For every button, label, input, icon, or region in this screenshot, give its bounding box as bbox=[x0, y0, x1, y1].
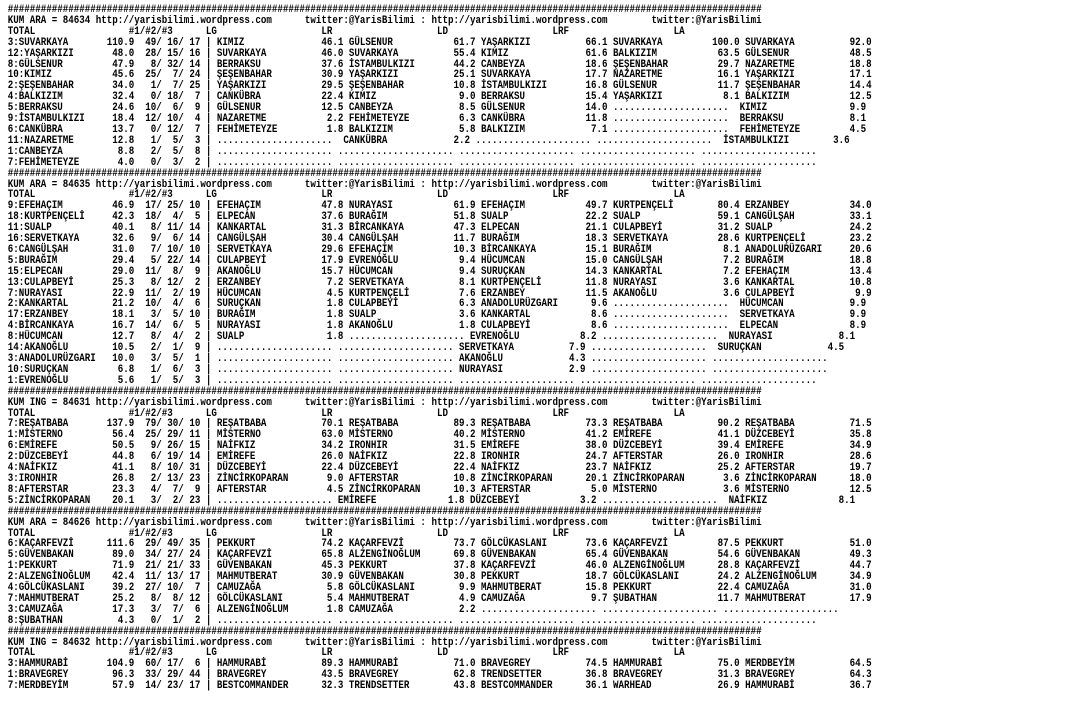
result-row: 6:CANKÜBRA 13.7 0/ 12/ 7 | FEHİMETEYZE 1.8 BALKIZIM 5.8 BALKIZIM 7.1 ..................... FEHİMETEYZE 4.5 bbox=[7, 123, 867, 136]
result-row: 7:REŞATBABA 137.9 79/ 30/ 10 | REŞATBABA 70.1 REŞATBABA 89.3 REŞATBABA 73.3 REŞATBABA 90.2 REŞATBABA 71.5 bbox=[7, 418, 872, 431]
result-row: 3:CAMUZAĞA 17.3 3/ 7/ 6 | ALZENGİNOĞLUM 1.8 CAMUZAĞA 2.2 ..................... ..................... ..................... bbox=[7, 603, 839, 616]
result-row: 4:BALKIZIM 32.4 0/ 18/ 7 | CANKÜBRA 22.4 KIMIZ 9.0 BERRAKSU 15.4 YAŞARKIZI 8.1 BALKIZIM 12.5 bbox=[7, 91, 872, 104]
result-row: 1:CANBEYZA 8.8 2/ 5/ 8 | ..................... ..................... ..................... ..................... ..................... bbox=[7, 145, 817, 158]
result-row: 2:ALZENGİNOĞLUM 42.4 11/ 13/ 17 | MAHMUTBERAT 30.9 GÜVENBAKAN 30.8 PEKKURT 18.7 GÖLCÜKASLANI 24.2 ALZENGİNOĞLUM 34.9 bbox=[7, 571, 872, 584]
result-row: 16:SERVETKAYA 32.6 9/ 6/ 14 | CANGÜLŞAH 30.4 CANGÜLŞAH 11.7 BURAĞIM 18.3 SERVETKAYA 28.6 KURTPENÇELİ 23.2 bbox=[7, 233, 872, 246]
result-row: 2:ŞEŞENBAHAR 34.0 1/ 7/ 25 | YAŞARKIZI 29.5 ŞEŞENBAHAR 10.8 İSTAMBULKIZI 16.8 GÜLSENUR 11.7 ŞEŞENBAHAR 14.4 bbox=[7, 80, 872, 93]
result-row: 3:SUVARKAYA 110.9 49/ 16/ 17 | KIMIZ 46.1 GÜLSENUR 61.7 YAŞARKIZI 66.1 SUVARKAYA 100.0 SUVARKAYA 92.0 bbox=[7, 36, 872, 49]
result-row: 10:KIMIZ 45.6 25/ 7/ 24 | ŞEŞENBAHAR 30.9 YAŞARKIZI 25.1 SUVARKAYA 17.7 NAZARETME 16.1 YAŞARKIZI 17.1 bbox=[7, 69, 872, 82]
result-row: 6:CANGÜLŞAH 31.0 7/ 10/ 10 | SERVETKAYA 29.6 EFEHAÇIM 10.3 BİRCANKAYA 15.1 BURAĞIM 8.1 ANADOLURÜZGARI 20.6 bbox=[7, 243, 872, 256]
result-row: 6:KAÇARFEVZİ 111.6 29/ 49/ 35 | PEKKURT 74.2 KAÇARFEVZİ 73.7 GÖLCÜKASLANI 73.6 KAÇARFEVZİ 87.5 PEKKURT 51.0 bbox=[7, 538, 872, 551]
result-row: 8:ŞUBATHAN 4.3 0/ 1/ 2 | ..................... ..................... ..................... ..................... ..................... bbox=[7, 614, 817, 627]
result-row: 10:SURUÇKAN 6.8 1/ 6/ 3 | ..................... ..................... NURAYASI 2.9 ..................... ..................... bbox=[7, 363, 828, 376]
column-header: TOTAL #1/#2/#3 LG LR LD LRF LA bbox=[7, 647, 685, 660]
result-row: 7:NURAYASI 22.9 11/ 2/ 19 | HÜCUMCAN 4.5 KURTPENÇELİ 7.6 ERZANBEY 11.5 AKANOĞLU 3.6 CULAPBEYİ 9.9 bbox=[7, 287, 872, 300]
race-header: KUM ARA = 84634 http://yarisbilimi.wordpress.com twitter:@YarisBilimi : http://yarisbilimi.wordpress.com twitter:@YarisBilimi bbox=[7, 14, 762, 27]
column-header: TOTAL #1/#2/#3 LG LR LD LRF LA bbox=[7, 189, 685, 202]
result-row: 4:GÖLCÜKASLANI 39.2 27/ 10/ 7 | CAMUZAĞA 5.8 GÖLCÜKASLANI 9.9 MAHMUTBERAT 15.8 PEKKURT 22.4 CAMUZAĞA 31.0 bbox=[7, 582, 872, 595]
result-row: 1:EVRENOĞLU 5.6 1/ 5/ 3 | ..................... ..................... ..................... ..................... ..................... bbox=[7, 374, 817, 387]
race-header: KUM ARA = 84626 http://yarisbilimi.wordpress.com twitter:@YarisBilimi : http://yarisbilimi.wordpress.com twitter:@YarisBilimi bbox=[7, 516, 762, 529]
result-row: 12:YAŞARKIZI 48.0 28/ 15/ 16 | SUVARKAYA 46.0 SUVARKAYA 55.4 KIMIZ 61.6 BALKIZIM 63.5 GÜLSENUR 48.5 bbox=[7, 47, 872, 60]
result-row: 1:BRAVEGREY 96.3 33/ 29/ 44 | BRAVEGREY 43.5 BRAVEGREY 62.8 TRENDSETTER 36.8 BRAVEGREY 31.3 BRAVEGREY 64.3 bbox=[7, 669, 872, 682]
result-row: 7:MERDBEYİM 57.9 14/ 23/ 17 | BESTCOMMANDER 32.3 TRENDSETTER 43.8 BESTCOMMANDER 36.1 WARHEAD 26.9 HAMMURABİ 36.7 bbox=[7, 680, 872, 693]
result-row: 9:İSTAMBULKIZI 18.4 12/ 10/ 4 | NAZARETME 2.2 FEHİMETEYZE 6.3 CANKÜBRA 11.8 ..................... BERRAKSU 8.1 bbox=[7, 113, 867, 126]
result-row: 7:FEHİMETEYZE 4.0 0/ 3/ 2 | ..................... ..................... ..................... ..................... ..................... bbox=[7, 156, 817, 169]
result-row: 6:EMİREFE 50.5 9/ 26/ 15 | NAİFKIZ 34.2 IRONHIR 31.5 EMİREFE 38.0 DÜZCEBEYİ 39.4 EMİREFE 34.9 bbox=[7, 440, 872, 453]
result-row: 4:BİRCANKAYA 16.7 14/ 6/ 5 | NURAYASI 1.8 AKANOĞLU 1.8 CULAPBEYİ 8.6 ..................... ELPECAN 8.9 bbox=[7, 320, 867, 333]
result-row: 13:CULAPBEYİ 25.3 8/ 12/ 2 | ERZANBEY 7.2 SERVETKAYA 8.1 KURTPENÇELİ 11.8 NURAYASI 3.6 KANKARTAL 10.8 bbox=[7, 276, 872, 289]
result-row: 8:AFTERSTAR 23.3 4/ 7/ 9 | AFTERSTAR 4.5 ZİNCİRKOPARAN 10.3 AFTERSTAR 5.0 MİSTERNO 3.6 MİSTERNO 12.5 bbox=[7, 483, 872, 496]
column-header: TOTAL #1/#2/#3 LG LR LD LRF LA bbox=[7, 527, 685, 540]
race-header: KUM ING = 84632 http://yarisbilimi.wordpress.com twitter:@YarisBilimi : http://yarisbilimi.wordpress.com twitter:@YarisBilimi bbox=[7, 636, 762, 649]
result-row: 5:GÜVENBAKAN 89.0 34/ 27/ 24 | KAÇARFEVZİ 65.8 ALZENGİNOĞLUM 69.8 GÜVENBAKAN 65.4 GÜVENBAKAN 54.6 GÜVENBAKAN 49.3 bbox=[7, 549, 872, 562]
result-row: 1:MİSTERNO 56.4 25/ 29/ 11 | MİSTERNO 63.0 MİSTERNO 40.2 MİSTERNO 41.2 EMİREFE 41.1 DÜZCEBEYİ 35.8 bbox=[7, 429, 872, 442]
result-row: 1:PEKKURT 71.9 21/ 21/ 33 | GÜVENBAKAN 45.3 PEKKURT 37.8 KAÇARFEVZİ 46.0 ALZENGİNOĞLUM 28.8 KAÇARFEVZİ 44.7 bbox=[7, 560, 872, 573]
result-row: 7:MAHMUTBERAT 25.2 8/ 8/ 12 | GÖLCÜKASLANI 5.4 MAHMUTBERAT 4.9 CAMUZAĞA 9.7 ŞUBATHAN 11.7 MAHMUTBERAT 17.9 bbox=[7, 592, 872, 605]
result-row: 15:ELPECAN 29.0 11/ 8/ 9 | AKANOĞLU 15.7 HÜCUMCAN 9.4 SURUÇKAN 14.3 KANKARTAL 7.2 EFEHAÇIM 13.4 bbox=[7, 265, 872, 278]
result-row: 5:BURAĞIM 29.4 5/ 22/ 14 | CULAPBEYİ 17.9 EVRENOĞLU 9.4 HÜCUMCAN 15.0 CANGÜLŞAH 7.2 BURAĞIM 18.8 bbox=[7, 254, 872, 267]
column-header: TOTAL #1/#2/#3 LG LR LD LRF LA bbox=[7, 25, 685, 38]
race-header: KUM ING = 84631 http://yarisbilimi.wordpress.com twitter:@YarisBilimi : http://yarisbilimi.wordpress.com twitter:@YarisBilimi bbox=[7, 396, 762, 409]
separator-line: ######################################################################################################################################### bbox=[7, 625, 762, 638]
result-row: 3:HAMMURABİ 104.9 60/ 17/ 6 | HAMMURABİ 89.3 HAMMURABİ 71.0 BRAVEGREY 74.5 HAMMURABİ 75.0 MERDBEYİM 64.5 bbox=[7, 658, 872, 671]
result-row: 2:KANKARTAL 21.2 10/ 4/ 6 | SURUÇKAN 1.8 CULAPBEYİ 6.3 ANADOLURÜZGARI 9.6 ..................... HÜCUMCAN 9.9 bbox=[7, 298, 867, 311]
result-row: 9:EFEHAÇIM 46.9 17/ 25/ 10 | EFEHAÇIM 47.8 NURAYASI 61.9 EFEHAÇIM 49.7 KURTPENÇELİ 80.4 ERZANBEY 34.0 bbox=[7, 200, 872, 213]
separator-line: ######################################################################################################################################### bbox=[7, 4, 762, 16]
result-row: 8:HÜCUMCAN 12.7 8/ 4/ 2 | SUALP 1.8 ..................... EVRENOĞLU 8.2 ..................... NURAYASI 8.1 bbox=[7, 331, 856, 344]
separator-line: ######################################################################################################################################### bbox=[7, 385, 762, 398]
result-row: 11:SUALP 40.1 8/ 11/ 14 | KANKARTAL 31.3 BİRCANKAYA 47.3 ELPECAN 21.1 CULAPBEYİ 31.2 SUALP 24.2 bbox=[7, 222, 872, 235]
result-row: 4:NAİFKIZ 41.1 8/ 10/ 31 | DÜZCEBEYİ 22.4 DÜZCEBEYİ 22.4 NAİFKIZ 23.7 NAİFKIZ 25.2 AFTERSTAR 19.7 bbox=[7, 462, 872, 475]
result-row: 5:BERRAKSU 24.6 10/ 6/ 9 | GÜLSENUR 12.5 CANBEYZA 8.5 GÜLSENUR 14.0 ..................... KIMIZ 9.9 bbox=[7, 102, 867, 115]
result-row: 5:ZİNCİRKOPARAN 20.1 3/ 2/ 23 | ..................... EMİREFE 1.8 DÜZCEBEYİ 3.2 ..................... NAİFKIZ 8.1 bbox=[7, 494, 856, 507]
result-row: 18:KURTPENÇELİ 42.3 18/ 4/ 5 | ELPECAN 37.6 BURAĞIM 51.8 SUALP 22.2 SUALP 59.1 CANGÜLŞAH 33.1 bbox=[7, 211, 872, 224]
separator-line: ######################################################################################################################################### bbox=[7, 167, 762, 180]
result-row: 17:ERZANBEY 18.1 3/ 5/ 10 | BURAĞIM 1.8 SUALP 3.6 KANKARTAL 8.6 ..................... SERVETKAYA 9.9 bbox=[7, 309, 867, 322]
separator-line: ######################################################################################################################################### bbox=[7, 505, 762, 518]
result-row: 3:ANADOLURÜZGARI 10.0 3/ 5/ 1 | ..................... ..................... AKANOĞLU 4.3 ..................... ..................... bbox=[7, 353, 828, 365]
column-header: TOTAL #1/#2/#3 LG LR LD LRF LA bbox=[7, 407, 685, 420]
result-row: 3:IRONHIR 26.8 2/ 13/ 23 | ZİNCİRKOPARAN 9.0 AFTERSTAR 10.8 ZİNCİRKOPARAN 20.1 ZİNCİRKOPARAN 3.6 ZİNCİRKOPARAN 18.0 bbox=[7, 472, 872, 485]
result-row: 2:DÜZCEBEYİ 44.8 6/ 19/ 14 | EMİREFE 26.0 NAİFKIZ 22.8 IRONHIR 24.7 AFTERSTAR 26.0 IRONHIR 28.6 bbox=[7, 451, 872, 464]
race-header: KUM ARA = 84635 http://yarisbilimi.wordpress.com twitter:@YarisBilimi : http://yarisbilimi.wordpress.com twitter:@YarisBilimi bbox=[7, 178, 762, 191]
result-row: 11:NAZARETME 12.8 1/ 5/ 3 | ..................... CANKÜBRA 2.2 ..................... ..................... İSTAMBULKIZI 3.6 bbox=[7, 134, 850, 147]
result-row: 8:GÜLSENUR 47.9 8/ 32/ 14 | BERRAKSU 37.6 İSTAMBULKIZI 44.2 CANBEYZA 18.6 ŞEŞENBAHAR 29.7 NAZARETME 18.8 bbox=[7, 58, 872, 71]
result-row: 14:AKANOĞLU 10.5 2/ 1/ 9 | ..................... ..................... SERVETKAYA 7.9 ..................... SURUÇKAN 4.5 bbox=[7, 342, 845, 355]
